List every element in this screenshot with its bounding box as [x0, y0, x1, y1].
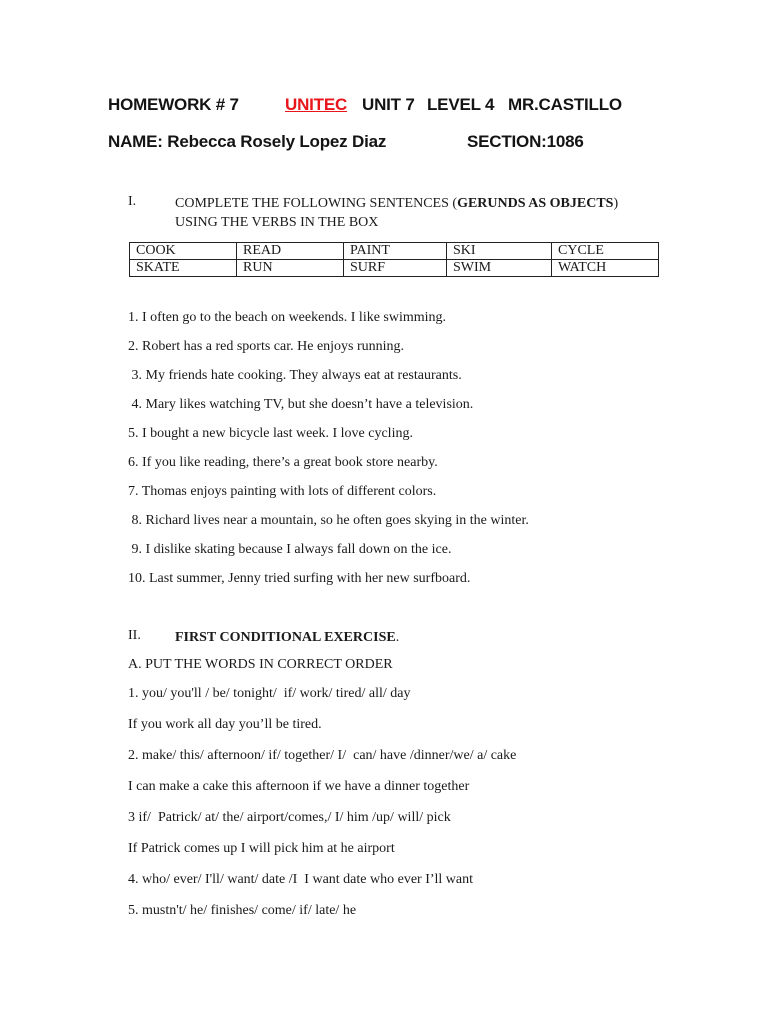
section-1-title	[175, 194, 618, 232]
exercise-line-3: 3 if/ Patrick/ at/ the/ airport/comes,/ I/ him /up/ will/ pick	[128, 810, 451, 825]
section-1-title-start: COMPLETE THE FOLLOWING SENTENCES (	[175, 196, 458, 211]
verb-cell: SURF	[344, 260, 447, 277]
section-1-title-bold: GERUNDS AS OBJECTS	[457, 196, 614, 211]
verb-cell: COOK	[130, 243, 237, 260]
section-2-title-end: .	[395, 630, 400, 645]
student-name: NAME: Rebecca Rosely Lopez Diaz	[108, 132, 387, 151]
verb-row	[130, 260, 659, 277]
section-1-title-line-2: USING THE VERBS IN THE BOX	[175, 215, 379, 230]
level-label: LEVEL 4	[427, 95, 495, 114]
section-1-title-end: )	[613, 196, 619, 211]
sentence-10: 10. Last summer, Jenny tried surfing with her new surfboard.	[128, 571, 471, 586]
exercise-line-2: 2. make/ this/ afternoon/ if/ together/ I/ can/ have /dinner/we/ a/ cake	[128, 748, 517, 763]
sentence-3: 3. My friends hate cooking. They always eat at restaurants.	[128, 368, 462, 383]
section-2-title	[175, 628, 399, 647]
section-2-subtitle: A. PUT THE WORDS IN CORRECT ORDER	[128, 657, 393, 672]
unit-label: UNIT 7	[362, 95, 415, 114]
sentence-6: 6. If you like reading, there’s a great book store nearby.	[128, 455, 438, 470]
exercise-answer-2: I can make a cake this afternoon if we have a dinner together	[128, 779, 470, 794]
exercise-line-5: 5. mustn't/ he/ finishes/ come/ if/ late/ he	[128, 903, 357, 918]
verb-cell: SKATE	[130, 260, 237, 277]
verb-cell: PAINT	[344, 243, 447, 260]
verb-cell: SKI	[447, 243, 552, 260]
sentence-4: 4. Mary likes watching TV, but she doesn’t have a television.	[128, 397, 474, 412]
sentence-8: 8. Richard lives near a mountain, so he often goes skying in the winter.	[128, 513, 529, 528]
verb-cell: SWIM	[447, 260, 552, 277]
sentence-1: 1. I often go to the beach on weekends. I like swimming.	[128, 310, 447, 325]
section-number: SECTION:1086	[467, 132, 584, 151]
verb-cell: RUN	[237, 260, 344, 277]
sentence-9: 9. I dislike skating because I always fall down on the ice.	[128, 542, 452, 557]
teacher-name: MR.CASTILLO	[508, 95, 622, 114]
sentence-5: 5. I bought a new bicycle last week. I love cycling.	[128, 426, 413, 441]
verb-box-table	[129, 242, 659, 277]
school-name: UNITEC	[285, 95, 348, 114]
exercise-line-1: 1. you/ you'll / be/ tonight/ if/ work/ tired/ all/ day	[128, 686, 411, 701]
exercise-line-4: 4. who/ ever/ I'll/ want/ date /I I want date who ever I’ll want	[128, 872, 474, 887]
verb-cell: READ	[237, 243, 344, 260]
verb-row	[130, 243, 659, 260]
section-2-title-bold: FIRST CONDITIONAL EXERCISE	[175, 630, 396, 645]
section-2-numeral: II.	[128, 628, 141, 643]
verb-cell: WATCH	[552, 260, 659, 277]
verb-cell: CYCLE	[552, 243, 659, 260]
homework-number: HOMEWORK # 7	[108, 95, 239, 114]
exercise-answer-1: If you work all day you’ll be tired.	[128, 717, 322, 732]
sentence-7: 7. Thomas enjoys painting with lots of different colors.	[128, 484, 437, 499]
section-1-numeral: I.	[128, 194, 137, 209]
sentence-2: 2. Robert has a red sports car. He enjoys running.	[128, 339, 405, 354]
exercise-answer-3: If Patrick comes up I will pick him at he airport	[128, 841, 395, 856]
